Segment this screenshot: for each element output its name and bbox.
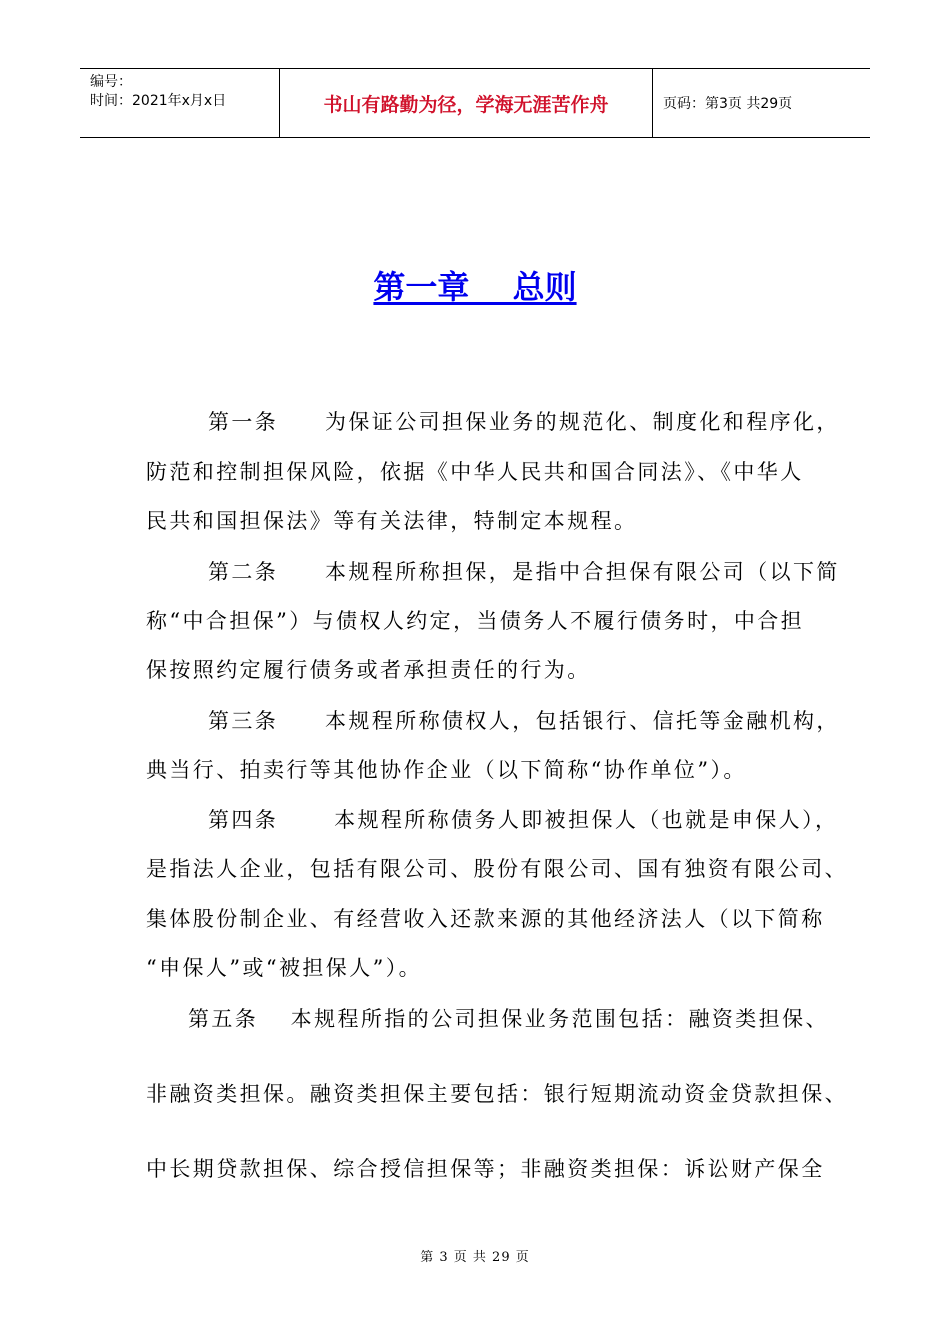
body-line: 非融资类担保。融资类担保主要包括：银行短期流动资金贷款担保、 — [146, 1082, 848, 1106]
page-footer: 第 3 页 共 29 页 — [420, 1250, 530, 1265]
header-table — [80, 68, 870, 138]
body-line: 是指法人企业，包括有限公司、股份有限公司、国有独资有限公司、 — [146, 857, 848, 881]
body-line: 第一条 为保证公司担保业务的规范化、制度化和程序化， — [208, 410, 840, 434]
header-motto: 书山有路勤为径，学海无涯苦作舟 — [280, 69, 653, 137]
header-page-info: 页码：第3页 共29页 — [663, 96, 793, 112]
body-line: 防范和控制担保风险，依据《中华人民共和国合同法》、《中华人 — [146, 460, 804, 484]
body-line: 民共和国担保法》等有关法律，特制定本规程。 — [146, 509, 638, 533]
body-line: “申保人”或“被担保人”）。 — [146, 956, 423, 980]
body-line: 第三条 本规程所称债权人，包括银行、信托等金融机构， — [208, 709, 840, 733]
body-line: 集体股份制企业、有经营收入还款来源的其他经济法人（以下简称 — [146, 907, 825, 931]
chapter-title[interactable] — [0, 262, 950, 308]
body-line: 称“中合担保”）与债权人约定，当债务人不履行债务时，中合担 — [146, 609, 805, 633]
header-info-cell — [80, 69, 280, 137]
time-label: 时间：2021年x月x日 — [90, 93, 227, 109]
body-line: 第五条 本规程所指的公司担保业务范围包括：融资类担保、 — [188, 1007, 829, 1031]
number-label: 编号： — [90, 74, 132, 90]
body-line: 典当行、拍卖行等其他协作企业（以下简称“协作单位”）。 — [146, 758, 747, 782]
body-line: 第二条 本规程所称担保，是指中合担保有限公司（以下简 — [208, 560, 840, 584]
chapter-title-text[interactable]: 第一章 总则 — [373, 268, 577, 306]
body-line: 中长期贷款担保、综合授信担保等；非融资类担保：诉讼财产保全 — [146, 1157, 825, 1181]
body-line: 保按照约定履行债务或者承担责任的行为。 — [146, 658, 591, 682]
body-line: 第四条 本规程所称债务人即被担保人（也就是申保人）， — [208, 808, 839, 832]
